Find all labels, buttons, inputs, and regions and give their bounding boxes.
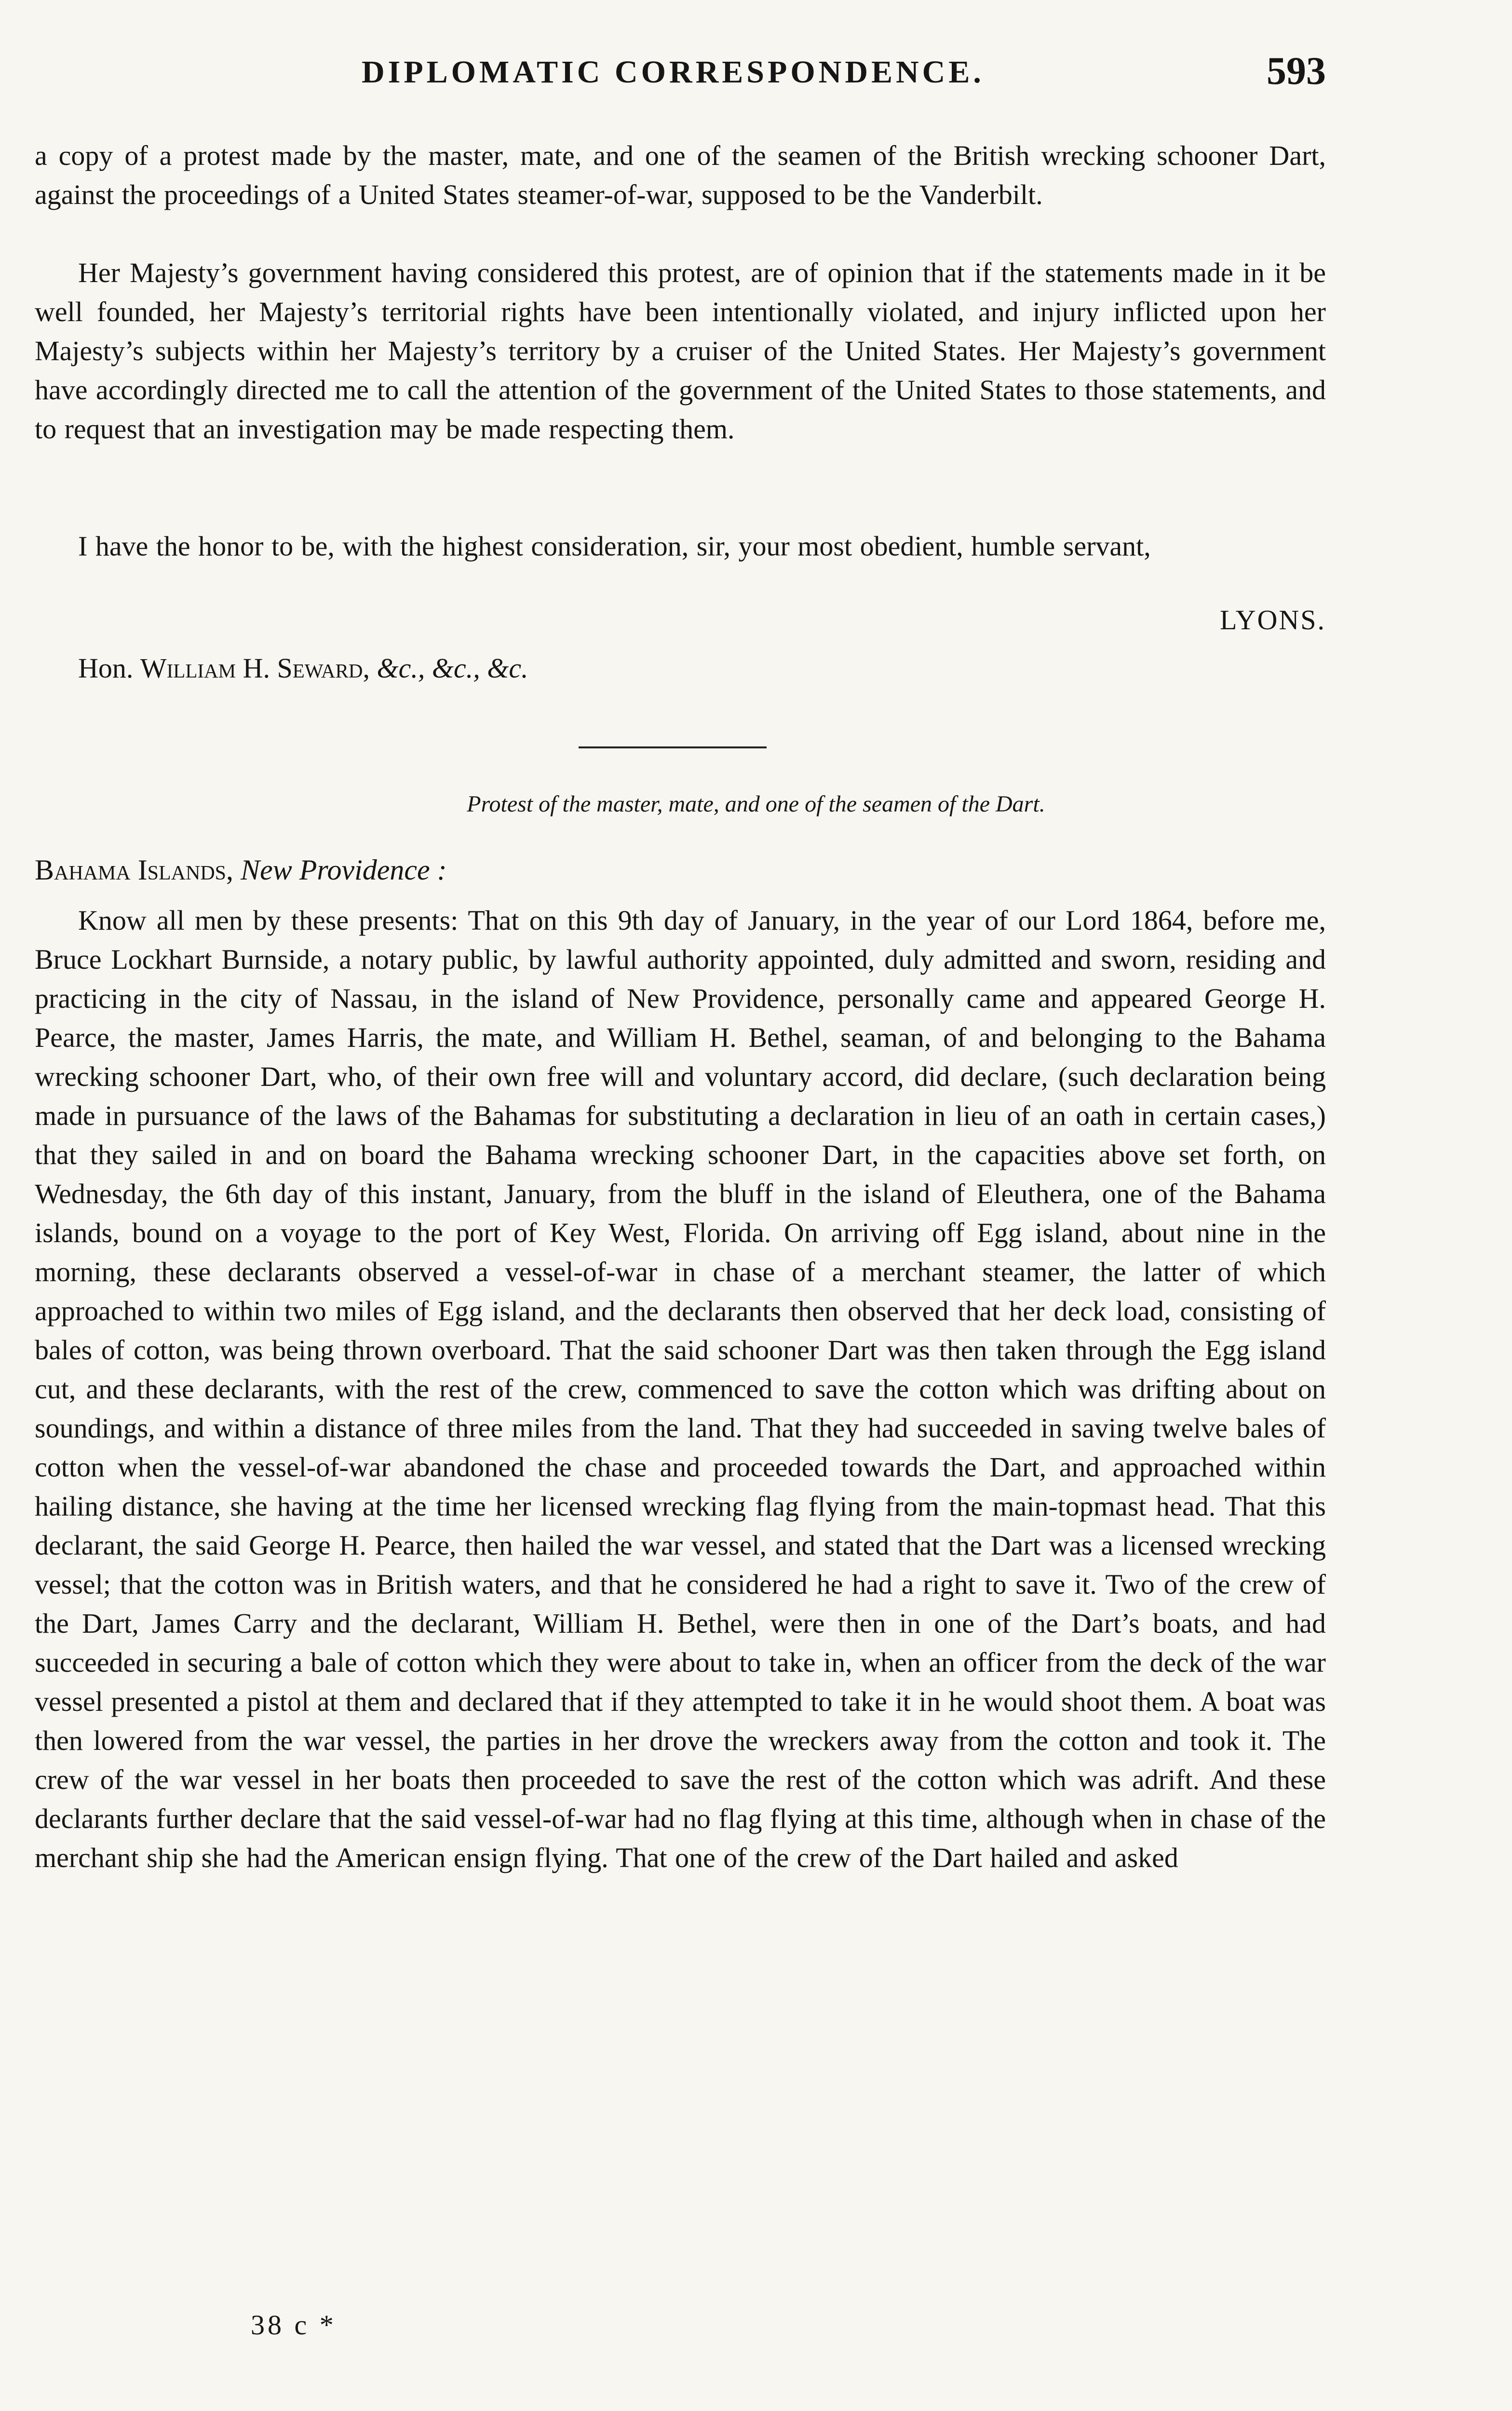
addressee-prefix: Hon. (78, 652, 134, 684)
letter-addressee (78, 652, 528, 684)
letter-signoff-block (35, 604, 1326, 700)
letter-opening-paragraph: a copy of a protest made by the master, mate, and one of the seamen of the British wrecking schooner Dart, against the proceedings of a United States steamer-of-war, supposed to be the Vanderbilt. (35, 140, 1326, 210)
letter-closing-paragraph: I have the honor to be, with the highest consideration, sir, your most obedient, humble servant, (78, 530, 1151, 562)
addressee-name: William H. Seward, (140, 652, 370, 684)
page-header (34, 48, 1326, 106)
place-heading-providence: New Providence : (241, 854, 447, 886)
addressee-suffix: &c., &c., &c. (377, 652, 528, 684)
protest-title: Protest of the master, mate, and one of the seamen of the Dart. (467, 791, 1045, 817)
letter-opening-block (35, 136, 1326, 214)
signature-mark: 38 c * (251, 2309, 337, 2341)
running-head: DIPLOMATIC CORRESPONDENCE. (362, 54, 985, 90)
letter-body-paragraph: Her Majesty’s government having considered this protest, are of opinion that if the statements made in it be well founded, her Majesty’s territorial rights have been intentionally violated, and injury inflicted upon her Majesty’s subjects within her Majesty’s territory by a cruiser of the United States. Her Majesty’s government have accordingly directed me to call the attention of the government of the United States to those statements, and to request that an investigation may be made respecting them. (35, 257, 1326, 445)
protest-body-block (35, 901, 1326, 1877)
letter-closing-block (35, 527, 1326, 566)
place-heading-islands: Bahama Islands, (35, 854, 234, 886)
page-number: 593 (1267, 49, 1326, 93)
letter-body-block (35, 253, 1326, 448)
section-divider-rule (579, 746, 767, 748)
protest-place-heading (35, 853, 447, 887)
protest-body-paragraph: Know all men by these presents: That on this 9th day of January, in the year of our Lord 1864, before me, Bruce Lockhart Burnside, a notary public, by lawful authority appointed, duly admitted and sworn, residing and practicing in the city of Nassau, in the island of New Providence, personally came and appeared George H. Pearce, the master, James Harris, the mate, and William H. Bethel, seaman, of and belonging to the Bahama wrecking schooner Dart, who, of their own free will and voluntary accord, did declare, (such declaration being made in pursuance of the laws of the Bahamas for substituting a declaration in lieu of an oath in certain cases,) that they sailed in and on board the Bahama wrecking schooner Dart, in the capacities above set forth, on Wednesday, the 6th day of this instant, January, from the bluff in the island of Eleuthera, one of the Bahama islands, bound on a voyage to the port of Key West, Florida. On arriving off Egg island, about nine in the morning, these declarants observed a vessel-of-war in chase of a merchant steamer, the latter of which approached to within two miles of Egg island, and the declarants then observed that her deck load, consisting of bales of cotton, was being thrown overboard. That the said schooner Dart was then taken through the Egg island cut, and these declarants, with the rest of the crew, commenced to save the cotton which was drifting about on soundings, and within a distance of three miles from the land. That they had succeeded in saving twelve bales of cotton when the vessel-of-war abandoned the chase and proceeded towards the Dart, and approached within hailing distance, she having at the time her licensed wrecking flag flying from the main-topmast head. That this declarant, the said George H. Pearce, then hailed the war vessel, and stated that the Dart was a licensed wrecking vessel; that the cotton was in British waters, and that he considered he had a right to save it. Two of the crew of the Dart, James Carry and the declarant, William H. Bethel, were then in one of the Dart’s boats, and had succeeded in securing a bale of cotton which they were about to take in, when an officer from the deck of the war vessel presented a pistol at them and declared that if they attempted to take it in he would shoot them. A boat was then lowered from the war vessel, the parties in her drove the wreckers away from the cotton and took it. The crew of the war vessel in her boats then proceeded to save the rest of the cotton which was adrift. And these declarants further declare that the said vessel-of-war had no flag flying at this time, although when in chase of the merchant ship she had the American ensign flying. That one of the crew of the Dart hailed and asked (35, 905, 1326, 1873)
letter-signature: LYONS. (1219, 604, 1326, 636)
